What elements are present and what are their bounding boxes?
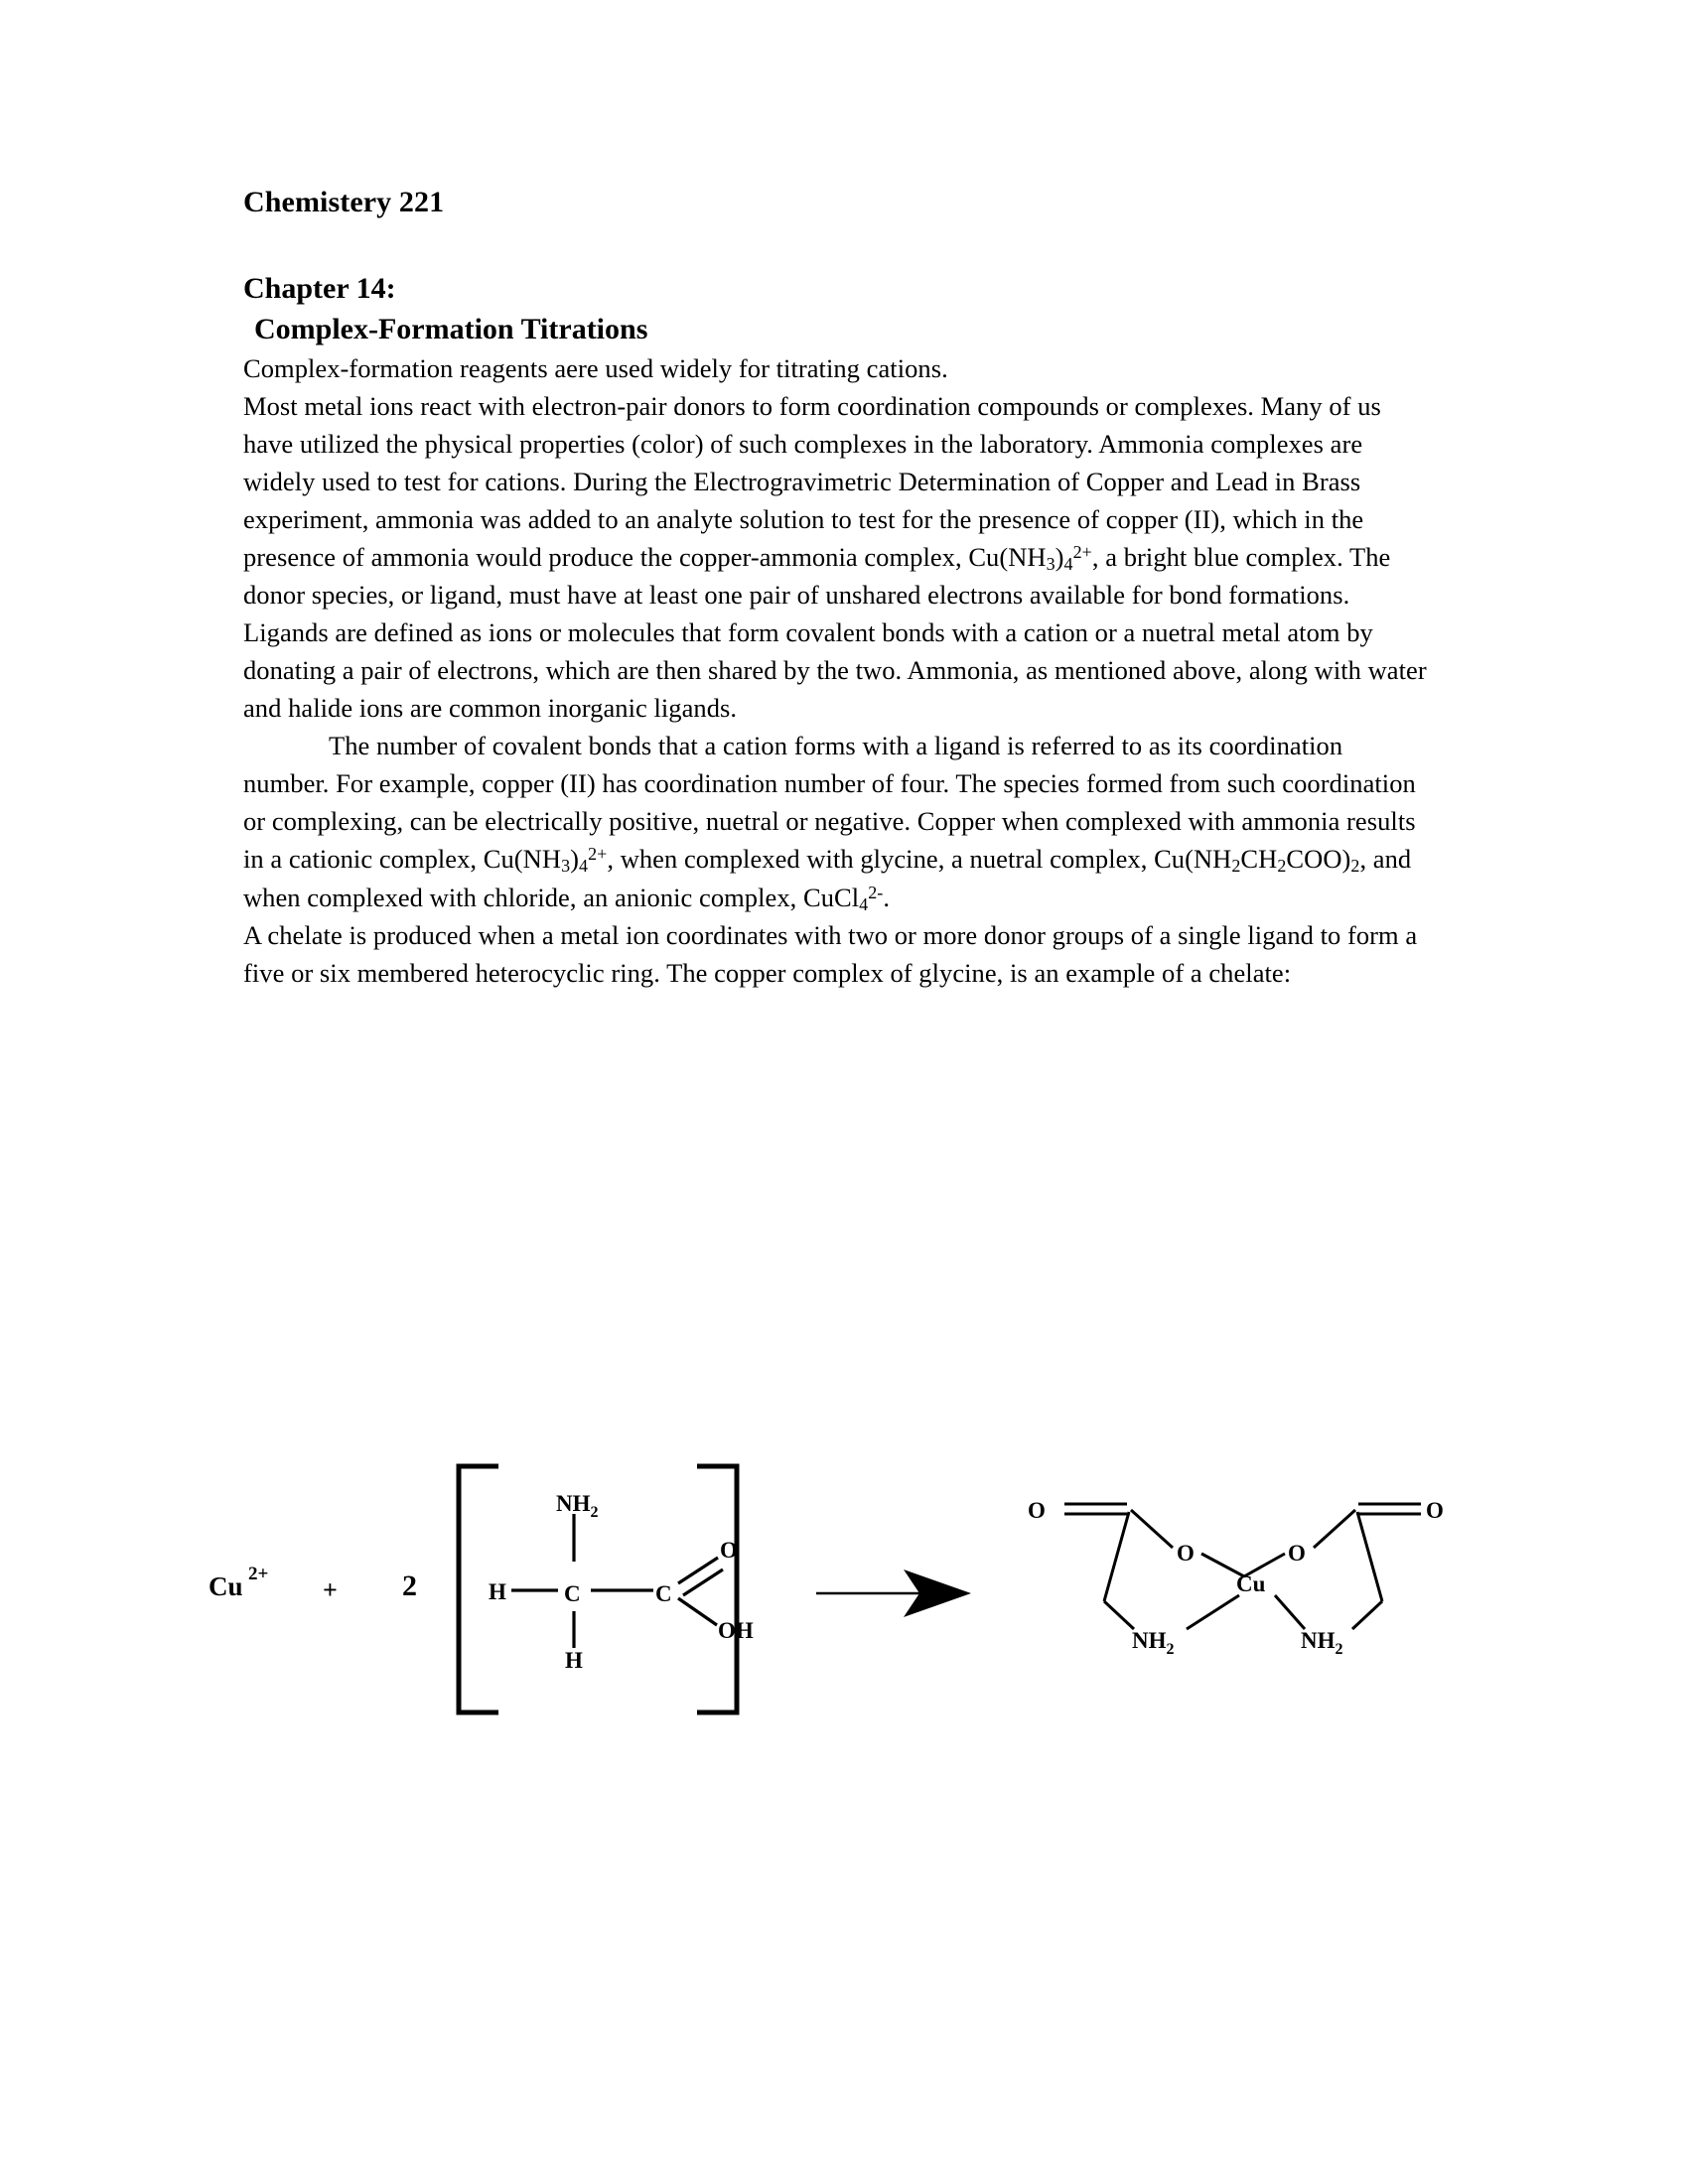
paragraph-coordination-text-b: , when complexed with glycine, a nuetral complex, [607, 844, 1155, 875]
chapter-number-line: Chapter 14: [243, 271, 396, 305]
formula-copper-glycine [1154, 844, 1360, 877]
formula-sub-1: 2 [1231, 856, 1241, 877]
formula-sub-2: 2 [1277, 856, 1287, 877]
formula-copper-chloride [803, 883, 883, 912]
plus-sign-label: + [323, 1575, 338, 1604]
product-right-amine-label: $NH_2$ [1301, 1628, 1343, 1658]
reaction-arrow-icon [816, 1570, 971, 1617]
formula-sub-4: 4 [859, 893, 869, 914]
paragraph-metal-ions-text-a: Most metal ions react with electron-pair donors to form coordination compounds or complexes. Many of us have utilized the physical properties (color) of such complexes in the laboratory. Ammonia complexes are widely used to test for cations. During the Electrogravimetric Determination of Copper and Lead in Brass experiment, ammonia was added to an analyte solution to test for the presence of copper (II), which in the presence of ammonia would produce the copper-ammonia complex, [243, 391, 1381, 573]
stoichiometric-coefficient-label: 2 [402, 1570, 417, 1602]
paragraph-coordination [243, 727, 1430, 915]
formula-sub-4: 4 [579, 856, 589, 877]
reactant-metal-label: Cu [209, 1571, 243, 1601]
ligand-carboxyl-carbon-label: C [655, 1581, 672, 1606]
formula-sub-3: 2 [1350, 856, 1360, 877]
paragraph-metal-ions-text-b: , a bright blue complex. The donor species, or ligand, must have at least one pair of unshared electrons available for bond formations. Ligands are defined as ions or molecules that form covalent bonds with a cation or a nuetral metal atom by donating a pair of electrons, which are then shared by the two. Ammonia, as mentioned above, along with water and halide ions are common inorganic ligands. [243, 542, 1427, 724]
formula-paren: ) [1055, 542, 1064, 573]
paragraph-coordination-period: . [883, 882, 891, 912]
formula-sub-3: 3 [1046, 554, 1055, 575]
formula-prefix: Cu(NH [483, 844, 562, 875]
paragraph-intro: Complex-formation reagents aere used widely for titrating cations. [243, 353, 948, 384]
formula-sub-4: 4 [1063, 554, 1073, 575]
ligand-h-left-label: H [489, 1579, 506, 1604]
paragraph-metal-ions [243, 387, 1430, 727]
ligand-amine-label: $NH_2$ [556, 1491, 599, 1521]
right-bracket [697, 1466, 737, 1712]
product-right-bridge-oxygen-label: O [1288, 1541, 1306, 1566]
product-left-carbonyl-oxygen-label: O [1028, 1498, 1046, 1523]
formula-part-2: CH [1240, 844, 1278, 875]
formula-copper-ammonia [968, 542, 1092, 575]
paragraph-coordination-text-c: , and when complexed with chloride, an anionic complex, [243, 844, 1412, 912]
paragraph-coordination-text-a: The number of covalent bonds that a cation forms with a ligand is referred to as its coordination number. For example, copper (II) has coordination number of four. The species formed from such coordination or complexing, can be electrically positive, nuetral or negative. Copper when complexed with ammonia results in a cationic complex, [243, 731, 1416, 875]
page-title: Chemistery 221 [243, 186, 445, 218]
ligand-alpha-carbon-label: C [564, 1581, 581, 1606]
reactant-metal-charge-label: 2+ [248, 1564, 269, 1584]
formula-copper-ammonia-2 [483, 844, 608, 877]
product-right-carbonyl-oxygen-label: O [1426, 1498, 1444, 1523]
reaction-scheme-diagram [209, 1444, 1489, 1732]
chapter-heading [243, 268, 1430, 350]
product-left-bridge-oxygen-label: O [1177, 1541, 1195, 1566]
ligand-hydroxyl-label: OH [718, 1618, 754, 1643]
chapter-subtitle-line: Complex-Formation Titrations [254, 312, 648, 345]
formula-part-1: Cu(NH [1154, 844, 1232, 875]
formula-charge: 2+ [1072, 542, 1092, 563]
formula-charge: 2+ [588, 844, 608, 865]
formula-part-3: COO) [1286, 844, 1351, 875]
product-left-amine-label: $NH_2$ [1132, 1628, 1175, 1658]
paragraph-chelate: A chelate is produced when a metal ion coordinates with two or more donor groups of a single ligand to form a five or six membered heterocyclic ring. The copper complex of glycine, is an example of a chelate: [243, 919, 1418, 988]
formula-sub-3: 3 [561, 856, 571, 877]
product-chelate-structure [1064, 1504, 1421, 1629]
ligand-carbonyl-oxygen-label: O [720, 1538, 738, 1563]
glycine-structure [511, 1514, 723, 1648]
formula-paren: ) [570, 844, 579, 875]
formula-part-1: CuCl [802, 882, 860, 912]
ligand-h-bottom-label: H [565, 1648, 583, 1673]
formula-prefix: Cu(NH [968, 542, 1047, 573]
formula-charge: 2- [868, 882, 884, 902]
document-content [243, 184, 1430, 992]
product-metal-center-label: Cu [1236, 1571, 1266, 1596]
